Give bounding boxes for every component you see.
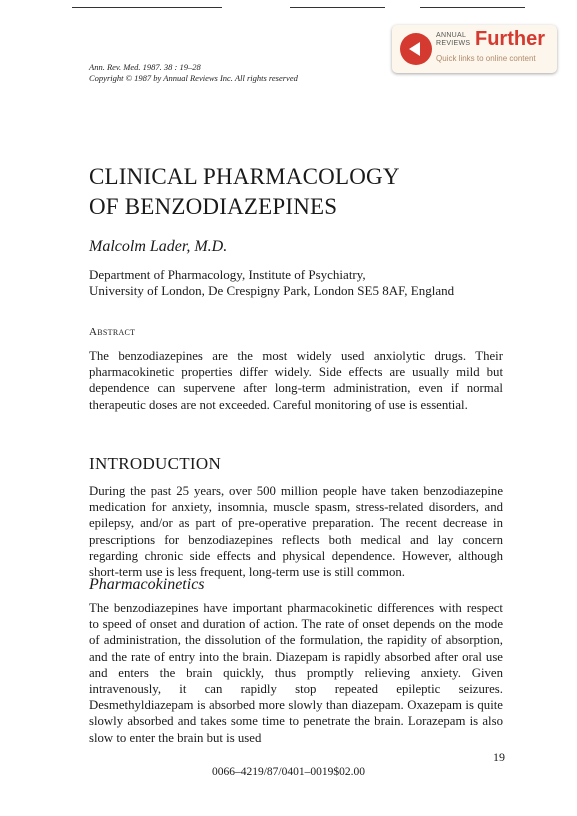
journal-citation (89, 62, 298, 84)
further-online-badge[interactable] (392, 25, 557, 73)
abstract-heading: Abstract (89, 326, 136, 338)
top-rule-mid (290, 7, 385, 8)
author-affiliation: Department of Pharmacology, Institute of Psychiatry, University of London, De Crespigny Park, London SE5 8AF, England (89, 267, 455, 298)
copyright-line: Copyright © 1987 by Annual Reviews Inc. All rights reserved (89, 73, 298, 83)
introduction-heading: INTRODUCTION (89, 454, 222, 473)
play-back-icon (400, 33, 432, 65)
pharmacokinetics-heading: Pharmacokinetics (89, 576, 205, 593)
abstract-text: The benzodiazepines are the most widely used anxiolytic drugs. Their pharmacokinetic properties differ widely. Side effects are usually mild but dependence can supervene after long-term administration, even if normal therapeutic doses are not exceeded. Careful monitoring of use is essential. (89, 349, 503, 412)
article-title: CLINICAL PHARMACOLOGY OF BENZODIAZEPINES (89, 164, 400, 219)
pharmacokinetics-text: The benzodiazepines have important pharmacokinetic differences with respect to speed of onset and duration of action. The rate of onset depends on the mode of administration, the dissolution of the formulation, the rapidity of absorption, and the rate of entry into the brain. Diazepam is rapidly absorbed after oral use and enters the brain quickly, thus promptly relieving anxiety. Given intravenously, it can rapidly stop repeated epileptic seizures. Desmethyldiazepam is absorbed more slowly than diazepam. Oxazepam is quite slowly absorbed and takes some time to penetrate the brain. Lorazepam is also slow to enter the brain but is used (89, 601, 503, 745)
author-name: Malcolm Lader, M.D. (89, 238, 228, 255)
citation-line: Ann. Rev. Med. 1987. 38 : 19–28 (89, 62, 201, 72)
top-rule-left (72, 7, 222, 8)
further-subtitle: Quick links to online content (436, 54, 536, 63)
further-label: Further (475, 28, 545, 50)
introduction-text: During the past 25 years, over 500 million people have taken benzodiazepine medication for anxiety, insomnia, muscle spasm, stress-related disorders, and epilepsy, and/or as part of pre-operative preparation. The recent decrease in prescriptions for benzodiazepines reflects both medical and lay concern regarding chronic side effects and physical dependence. However, although short-term use is less frequent, long-term use is still common. (89, 484, 503, 580)
annual-reviews-logo: ANNUAL REVIEWS (436, 32, 471, 47)
page-number: 19 (493, 750, 505, 764)
article-code: 0066–4219/87/0401–0019$02.00 (211, 766, 365, 778)
top-rule-right (420, 7, 525, 8)
